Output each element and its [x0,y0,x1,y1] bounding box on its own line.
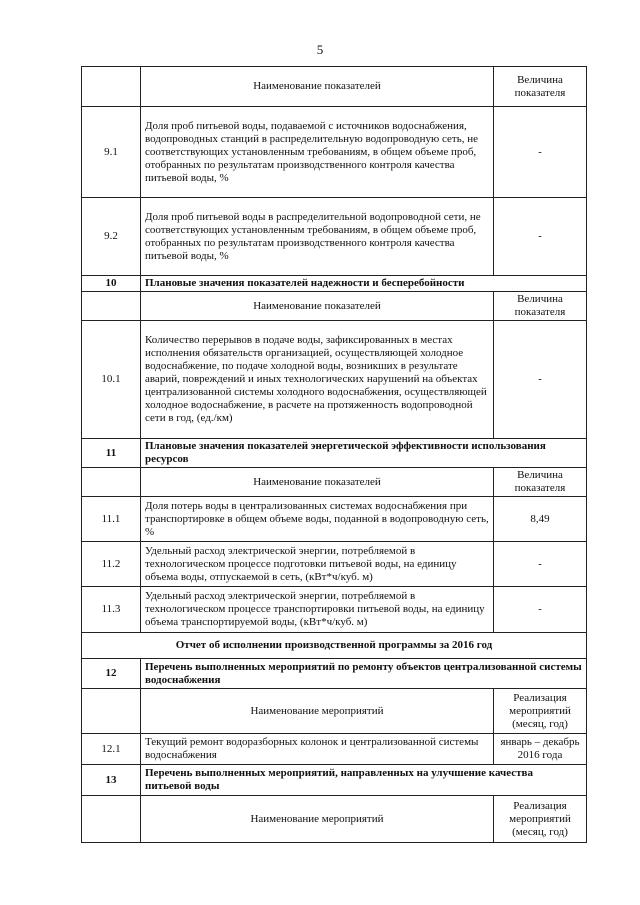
column-header-row [82,468,587,497]
column-header-name: Наименование показателей [141,292,494,321]
column-header-name: Наименование мероприятий [141,796,494,843]
report-title: Отчет об исполнении производственной программы за 2016 год [82,633,587,659]
column-header-name: Наименование мероприятий [141,689,494,734]
indicators-table [81,66,587,843]
table-row [82,497,587,542]
row-number: 11.1 [82,497,141,542]
column-header-value: Реализация мероприятий (месяц, год) [494,689,587,734]
row-value: - [494,107,587,198]
section-row [82,439,587,468]
row-description: Удельный расход электрической энергии, потребляемой в технологическом процессе транспортировки питьевой воды, на единицу объема транспортируемой воды, (кВт*ч/куб. м) [141,587,494,633]
column-header-row [82,796,587,843]
row-number: 11.2 [82,542,141,587]
row-value: - [494,321,587,439]
table-row [82,198,587,276]
header-number-cell [82,67,141,107]
row-value: - [494,542,587,587]
column-header-value: Величина показателя [494,468,587,497]
row-number: 11.3 [82,587,141,633]
row-number: 12.1 [82,734,141,765]
table-row [82,542,587,587]
section-number: 13 [82,765,141,796]
page-number: 5 [316,42,324,57]
column-header-row [82,67,587,107]
table-row [82,734,587,765]
row-description: Доля проб питьевой воды, подаваемой с источников водоснабжения, водопроводных станций в распределительную водопроводную сеть, не соответствующих установленным требованиям, в общем объеме проб, отобранных по результатам производственного контроля качества питьевой воды, % [141,107,494,198]
row-value: январь – декабрь 2016 года [494,734,587,765]
row-description: Доля потерь воды в централизованных системах водоснабжения при транспортировке в общем объеме воды, поданной в водопроводную сеть, % [141,497,494,542]
row-description: Текущий ремонт водоразборных колонок и централизованной системы водоснабжения [141,734,494,765]
section-title: Плановые значения показателей энергетической эффективности использования ресурсов [141,439,587,468]
column-header-name: Наименование показателей [141,468,494,497]
row-number: 9.2 [82,198,141,276]
column-header-value: Величина показателя [494,292,587,321]
section-number: 10 [82,276,141,292]
section-row [82,659,587,689]
header-number-cell [82,689,141,734]
report-title-row [82,633,587,659]
header-number-cell [82,292,141,321]
section-row [82,276,587,292]
section-title: Перечень выполненных мероприятий, направленных на улучшение качества питьевой воды [141,765,587,796]
section-title: Перечень выполненных мероприятий по ремонту объектов централизованной системы водоснабжения [141,659,587,689]
row-value: - [494,198,587,276]
column-header-value: Величина показателя [494,67,587,107]
row-value: - [494,587,587,633]
row-description: Количество перерывов в подаче воды, зафиксированных в местах исполнения обязательств организацией, осуществляющей холодное водоснабжение, по подаче холодной воды, возникших в результате аварий, повреждений и иных технологических нарушений на объектах централизованной системы холодного водоснабжения, осуществляющей холодное водоснабжение, в расчете на протяженность водопроводной сети в год, (ед./км) [141,321,494,439]
table-row [82,321,587,439]
section-row [82,765,587,796]
column-header-name: Наименование показателей [141,67,494,107]
header-number-cell [82,468,141,497]
section-number: 11 [82,439,141,468]
row-description: Удельный расход электрической энергии, потребляемой в технологическом процессе подготовки питьевой воды, на единицу объема воды, отпускаемой в сеть, (кВт*ч/куб. м) [141,542,494,587]
column-header-value: Реализация мероприятий (месяц, год) [494,796,587,843]
column-header-row [82,292,587,321]
header-number-cell [82,796,141,843]
section-number: 12 [82,659,141,689]
indicators-table-body [82,67,587,843]
table-row [82,587,587,633]
row-number: 10.1 [82,321,141,439]
table-row [82,107,587,198]
column-header-row [82,689,587,734]
row-value: 8,49 [494,497,587,542]
section-title: Плановые значения показателей надежности и бесперебойности [141,276,587,292]
row-number: 9.1 [82,107,141,198]
row-description: Доля проб питьевой воды в распределительной водопроводной сети, не соответствующих установленным требованиям, в общем объеме проб, отобранных по результатам производственного контроля качества питьевой воды, % [141,198,494,276]
